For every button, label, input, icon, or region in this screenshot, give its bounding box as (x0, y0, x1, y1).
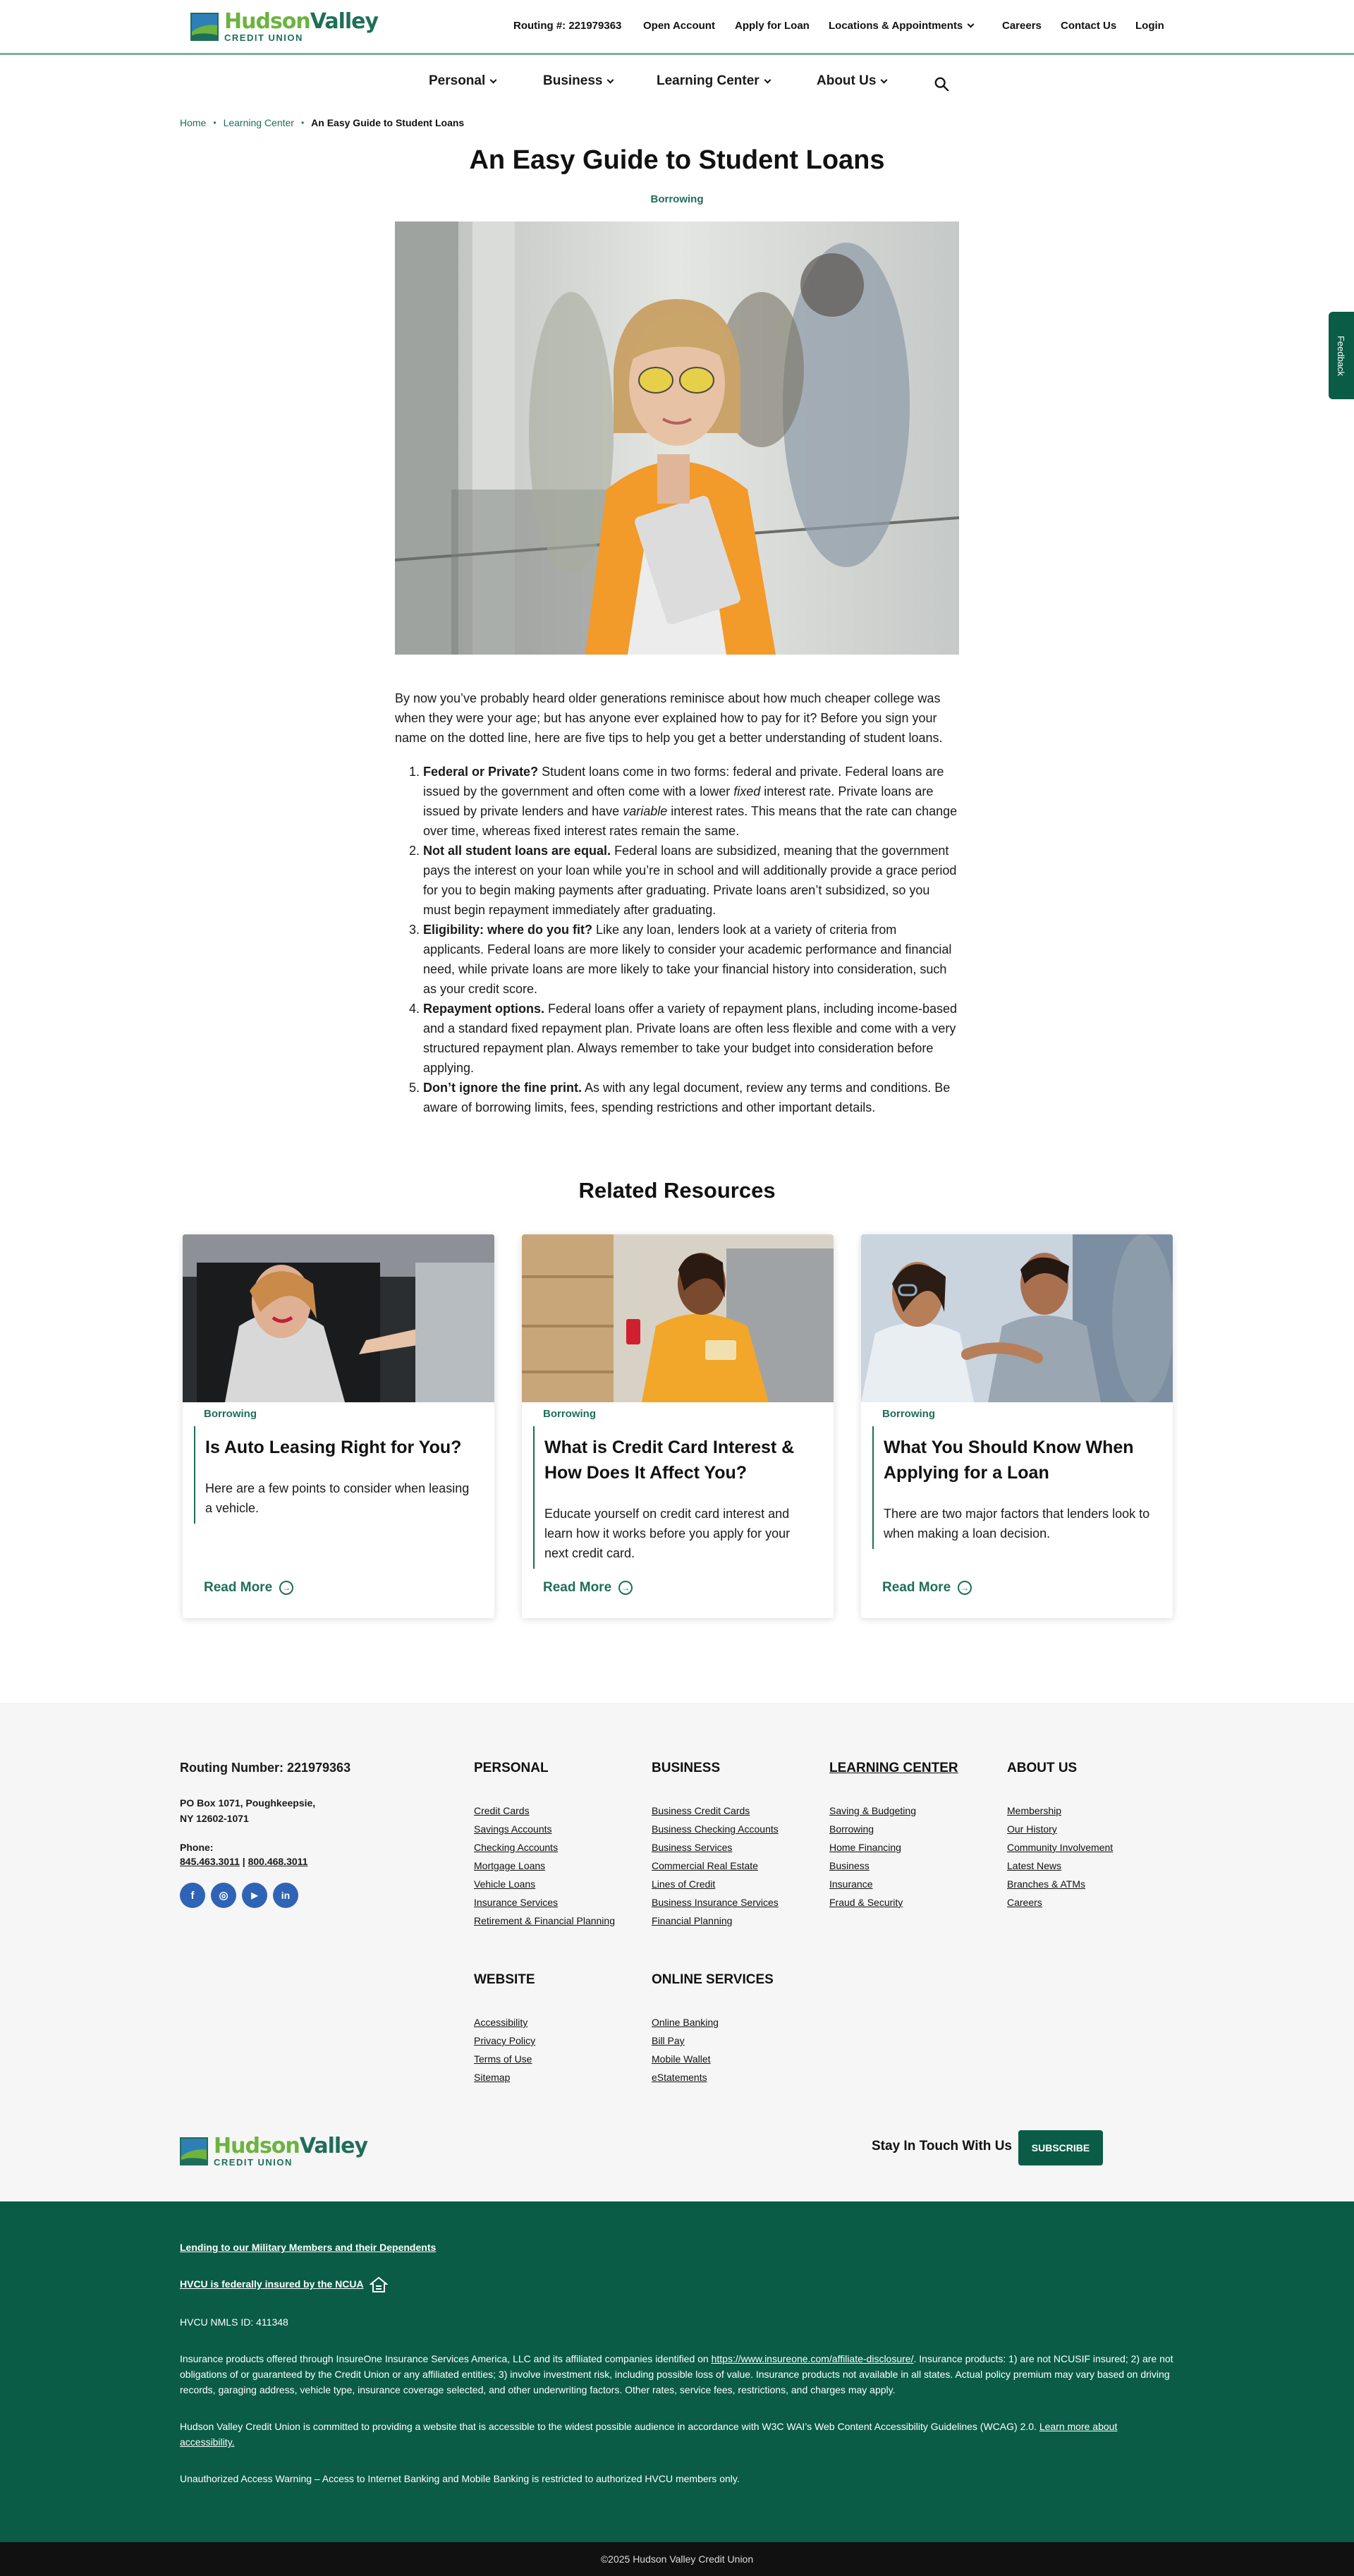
search-icon[interactable] (934, 76, 949, 92)
read-more-link[interactable] (543, 1580, 633, 1596)
card-body (872, 1426, 1154, 1549)
tip-text: interest rates. This means that the rate can change over time, whereas fixed interest rates remain the same. (423, 804, 958, 838)
related-resources-title: Related Resources (578, 1178, 776, 1203)
footer-link[interactable]: Membership (1007, 1805, 1062, 1816)
feedback-label: Feedback (1336, 335, 1347, 376)
nav-business-label: Business (543, 73, 603, 88)
footer-link[interactable]: Online Banking (652, 2017, 719, 2028)
contact-link[interactable]: Contact Us (1061, 20, 1117, 32)
apply-loan-link[interactable]: Apply for Loan (735, 20, 810, 32)
tip-emphasis: fixed (733, 784, 761, 798)
footer-link[interactable]: Accessibility (474, 2017, 528, 2028)
address-line-2: NY 12602-1071 (180, 1813, 249, 1824)
footer-link[interactable]: eStatements (652, 2072, 707, 2083)
footer-link[interactable]: Community Involvement (1007, 1842, 1114, 1853)
tip-emphasis: variable (623, 804, 668, 818)
phone-numbers (180, 1856, 434, 1867)
nav-business[interactable] (543, 73, 613, 89)
footer-link[interactable]: Insurance (829, 1878, 873, 1890)
tip-lead: Not all student loans are equal. (423, 844, 611, 858)
subscribe-button[interactable]: SUBSCRIBE (1018, 2130, 1103, 2165)
footer-link[interactable]: Retirement & Financial Planning (474, 1915, 615, 1926)
footer-heading: WEBSITE (474, 1972, 535, 1987)
footer-heading: PERSONAL (474, 1761, 549, 1775)
footer-link[interactable]: Lines of Credit (652, 1878, 716, 1890)
unauthorized-access-warning: Unauthorized Access Warning – Access to Internet Banking and Mobile Banking is restricted to authorized HVCU members only. (180, 2473, 740, 2485)
logo-mark (190, 13, 219, 41)
tip-item (423, 1078, 959, 1117)
footer-link[interactable]: Credit Cards (474, 1805, 530, 1816)
tips-list (395, 762, 959, 1117)
tip-lead: Don’t ignore the fine print. (423, 1081, 582, 1095)
related-card[interactable] (183, 1234, 494, 1618)
footer-link[interactable]: Home Financing (829, 1842, 901, 1853)
footer-col-learning (829, 1761, 958, 1912)
phone-link-2[interactable]: 800.468.3011 (248, 1856, 308, 1867)
military-lending-link[interactable]: Lending to our Military Members and their Dependents (180, 2242, 437, 2253)
footer-link[interactable]: Latest News (1007, 1860, 1062, 1871)
footer-link[interactable]: Branches & ATMs (1007, 1878, 1086, 1890)
footer-col-personal (474, 1761, 615, 1930)
breadcrumb-home[interactable]: Home (180, 117, 207, 128)
locations-menu[interactable] (829, 20, 973, 32)
footer-link[interactable]: Sitemap (474, 2072, 511, 2083)
logo-name-a: Hudson (214, 2134, 300, 2158)
read-more-label: Read More (543, 1580, 612, 1595)
main-nav (0, 73, 1354, 99)
insurance-disclosure (180, 2351, 1174, 2398)
tip-text: Federal loans offer a variety of repayment plans, including income-based and a standard fixed repayment plan. Private loans are often less flexible and come with a very structured repayment plan. Always remember to take your budget into consideration before applying. (423, 1002, 958, 1075)
ncua-link[interactable]: HVCU is federally insured by the NCUA (180, 2278, 364, 2290)
feedback-tab[interactable] (1329, 312, 1354, 399)
chevron-down-icon (968, 21, 975, 28)
address-line-1: PO Box 1071, Poughkeepsie, (180, 1797, 316, 1809)
tip-lead: Federal or Private? (423, 765, 539, 779)
chevron-down-icon (490, 77, 497, 84)
nav-about-us[interactable] (817, 73, 886, 89)
footer-link[interactable]: Commercial Real Estate (652, 1860, 758, 1871)
tip-text: Like any loan, lenders look at a variety of criteria from applicants. Federal loans are more likely to consider your academic performance and financial need, while private loans are more likely to take your financial history into consideration, such as your credit score. (423, 923, 952, 996)
footer-address (180, 1795, 434, 1826)
locations-label: Locations & Appointments (829, 20, 963, 32)
site-footer (0, 1703, 1354, 2201)
equal-housing-icon (370, 2276, 388, 2293)
instagram-icon[interactable]: ◎ (211, 1883, 236, 1908)
card-body (194, 1426, 476, 1524)
accessibility-text: Hudson Valley Credit Union is committed to providing a website that is accessible to the widest possible audience in accordance with W3C WAI’s Web Content Accessibility Guidelines (WCAG) 2.0. (180, 2421, 1039, 2433)
card-body (533, 1426, 815, 1569)
related-card[interactable] (522, 1234, 834, 1618)
card-image (861, 1234, 1173, 1402)
footer-link[interactable]: Business Checking Accounts (652, 1823, 779, 1835)
footer-col-website (474, 1972, 535, 2086)
card-image (522, 1234, 834, 1402)
footer-logo[interactable] (180, 2136, 367, 2167)
nav-personal[interactable] (429, 73, 496, 89)
footer-link[interactable]: Business Credit Cards (652, 1805, 750, 1816)
insurance-text: . Insurance products: 1) are not NCUSIF insured; 2) are not obligations of or guaranteed by the Credit Union or any affiliated entities; 3) involve investment risk, including possible loss of value. Insurance products not available in all states. Actual policy premium may vary based on driving records, garaging address, vehicle type, insurance coverage selected, and other underwriting factors. Other rates, service fees, restrictions, and charges may apply. (180, 2353, 1173, 2396)
card-title[interactable]: Is Auto Leasing Right for You? (205, 1438, 462, 1457)
footer-link[interactable]: Fraud & Security (829, 1897, 903, 1908)
logo-subtitle: CREDIT UNION (224, 32, 303, 43)
read-more-link[interactable] (882, 1580, 972, 1596)
careers-link[interactable]: Careers (1002, 20, 1042, 32)
tip-text: Federal loans are subsidized, meaning that the government pays the interest on your loan while you’re in school and will additionally provide a grace period for you to begin making payments after graduating. Private loans aren’t subsidized, so you must begin repayment immediately after graduating. (423, 844, 957, 917)
logo-name-a: Hudson (224, 9, 310, 34)
card-description: Educate yourself on credit card interest and learn how it works before you apply for your next credit card. (544, 1507, 791, 1560)
footer-link[interactable]: Borrowing (829, 1823, 874, 1835)
youtube-icon[interactable]: ▶ (242, 1883, 267, 1908)
nmls-id: HVCU NMLS ID: 411348 (180, 2316, 288, 2328)
breadcrumb (180, 117, 464, 128)
footer-link[interactable]: Savings Accounts (474, 1823, 552, 1835)
article-category[interactable]: Borrowing (650, 193, 704, 205)
tip-lead: Eligibility: where do you fit? (423, 923, 593, 937)
phone-label: Phone: (180, 1842, 214, 1853)
open-account-link[interactable]: Open Account (643, 20, 715, 32)
footer-link[interactable]: Privacy Policy (474, 2035, 536, 2046)
nav-learning-center[interactable] (657, 73, 770, 89)
tip-item (423, 841, 959, 920)
footer-link[interactable]: Mobile Wallet (652, 2053, 711, 2065)
footer-heading[interactable]: LEARNING CENTER (829, 1761, 958, 1775)
logo-name-b: Valley (310, 9, 379, 34)
ncua-notice (180, 2276, 1174, 2293)
tip-lead: Repayment options. (423, 1002, 545, 1016)
phone-separator: | (239, 1856, 248, 1867)
footer-col-online-services (652, 1972, 774, 2086)
card-description: There are two major factors that lenders look to when making a loan decision. (884, 1507, 1150, 1541)
breadcrumb-learning-center[interactable]: Learning Center (223, 117, 294, 128)
tip-item (423, 762, 959, 841)
footer-heading: ONLINE SERVICES (652, 1972, 774, 1987)
chevron-down-icon (881, 77, 888, 84)
chevron-down-icon (607, 77, 614, 84)
breadcrumb-separator: • (213, 118, 216, 128)
arrow-right-icon: → (279, 1581, 293, 1595)
breadcrumb-current: An Easy Guide to Student Loans (311, 117, 465, 128)
social-links (180, 1883, 434, 1908)
footer-col-business (652, 1761, 779, 1930)
footer-contact (180, 1761, 434, 1908)
breadcrumb-separator: • (300, 118, 305, 128)
logo-subtitle: CREDIT UNION (214, 2157, 293, 2168)
footer-link[interactable]: Saving & Budgeting (829, 1805, 916, 1816)
routing-number: Routing #: 221979363 (513, 20, 622, 32)
copyright: ©2025 Hudson Valley Credit Union (0, 2542, 1354, 2576)
insureone-link[interactable]: https://www.insureone.com/affiliate-disclosure/ (711, 2353, 914, 2365)
arrow-right-icon: → (618, 1581, 633, 1595)
footer-link[interactable]: Insurance Services (474, 1897, 559, 1908)
accessibility-statement (180, 2419, 1174, 2450)
footer-heading: ABOUT US (1007, 1761, 1078, 1775)
insurance-text: Insurance products offered through InsureOne Insurance Services America, LLC and its affiliated companies identified on (180, 2353, 712, 2365)
card-title[interactable]: What You Should Know When Applying for a Loan (884, 1438, 1134, 1483)
chevron-down-icon (764, 77, 771, 84)
tip-text: Student loans come in two forms: federal and private. Federal loans are issued by the government and often come with a lower (423, 765, 944, 798)
card-image (183, 1234, 494, 1402)
tip-item (423, 920, 959, 999)
footer-routing-number: Routing Number: 221979363 (180, 1761, 351, 1775)
tip-item (423, 999, 959, 1078)
logo-name-b: Valley (299, 2134, 368, 2158)
card-category[interactable]: Borrowing (882, 1408, 935, 1420)
article-intro: By now you’ve probably heard older generations reminisce about how much cheaper college was when they were your age; but has anyone ever explained how to pay for it? Before you sign your name on the dotted line, here are five tips to help you get a better understanding of student loans. (395, 691, 943, 745)
tip-text: interest rate. Private loans are issued by private lenders and have (423, 784, 934, 818)
logo-mark (180, 2137, 208, 2165)
facebook-icon[interactable]: f (180, 1883, 205, 1908)
page-title: An Easy Guide to Student Loans (469, 145, 885, 175)
top-bar (0, 0, 1354, 55)
footer-link[interactable]: Bill Pay (652, 2035, 685, 2046)
footer-link[interactable]: Checking Accounts (474, 1842, 559, 1853)
hero-image (395, 221, 959, 655)
nav-learning-label: Learning Center (657, 73, 760, 88)
card-category[interactable]: Borrowing (543, 1408, 596, 1420)
related-card[interactable] (861, 1234, 1173, 1618)
login-link[interactable]: Login (1135, 20, 1164, 32)
header-logo[interactable] (190, 11, 378, 42)
footer-link[interactable]: Business Insurance Services (652, 1897, 779, 1908)
read-more-label: Read More (204, 1580, 273, 1595)
card-title[interactable]: What is Credit Card Interest & How Does It Affect You? (544, 1438, 795, 1483)
arrow-right-icon: → (958, 1581, 972, 1595)
footer-link[interactable]: Financial Planning (652, 1915, 733, 1926)
linkedin-icon[interactable]: in (273, 1883, 298, 1908)
article-body (395, 688, 959, 1117)
read-more-link[interactable] (204, 1580, 293, 1596)
phone-link-1[interactable]: 845.463.3011 (180, 1856, 240, 1867)
stay-in-touch-label: Stay In Touch With Us (872, 2139, 1012, 2153)
footer-link[interactable]: Terms of Use (474, 2053, 532, 2065)
footer-col-about (1007, 1761, 1113, 1912)
card-description: Here are a few points to consider when leasing a vehicle. (205, 1481, 470, 1515)
accessibility-link[interactable]: Learn more about accessibility. (180, 2421, 1118, 2448)
footer-link[interactable]: Business (829, 1860, 870, 1871)
footer-link[interactable]: Careers (1007, 1897, 1042, 1908)
footer-link[interactable]: Mortgage Loans (474, 1860, 546, 1871)
footer-link[interactable]: Vehicle Loans (474, 1878, 536, 1890)
tip-text: As with any legal document, review any terms and conditions. Be aware of borrowing limits, fees, spending restrictions and other important details. (423, 1081, 951, 1114)
card-category[interactable]: Borrowing (204, 1408, 257, 1420)
nav-about-label: About Us (817, 73, 877, 88)
read-more-label: Read More (882, 1580, 951, 1595)
nav-personal-label: Personal (429, 73, 486, 88)
footer-link[interactable]: Our History (1007, 1823, 1057, 1835)
legal-section (0, 2201, 1354, 2542)
footer-heading: BUSINESS (652, 1761, 721, 1775)
footer-link[interactable]: Business Services (652, 1842, 733, 1853)
